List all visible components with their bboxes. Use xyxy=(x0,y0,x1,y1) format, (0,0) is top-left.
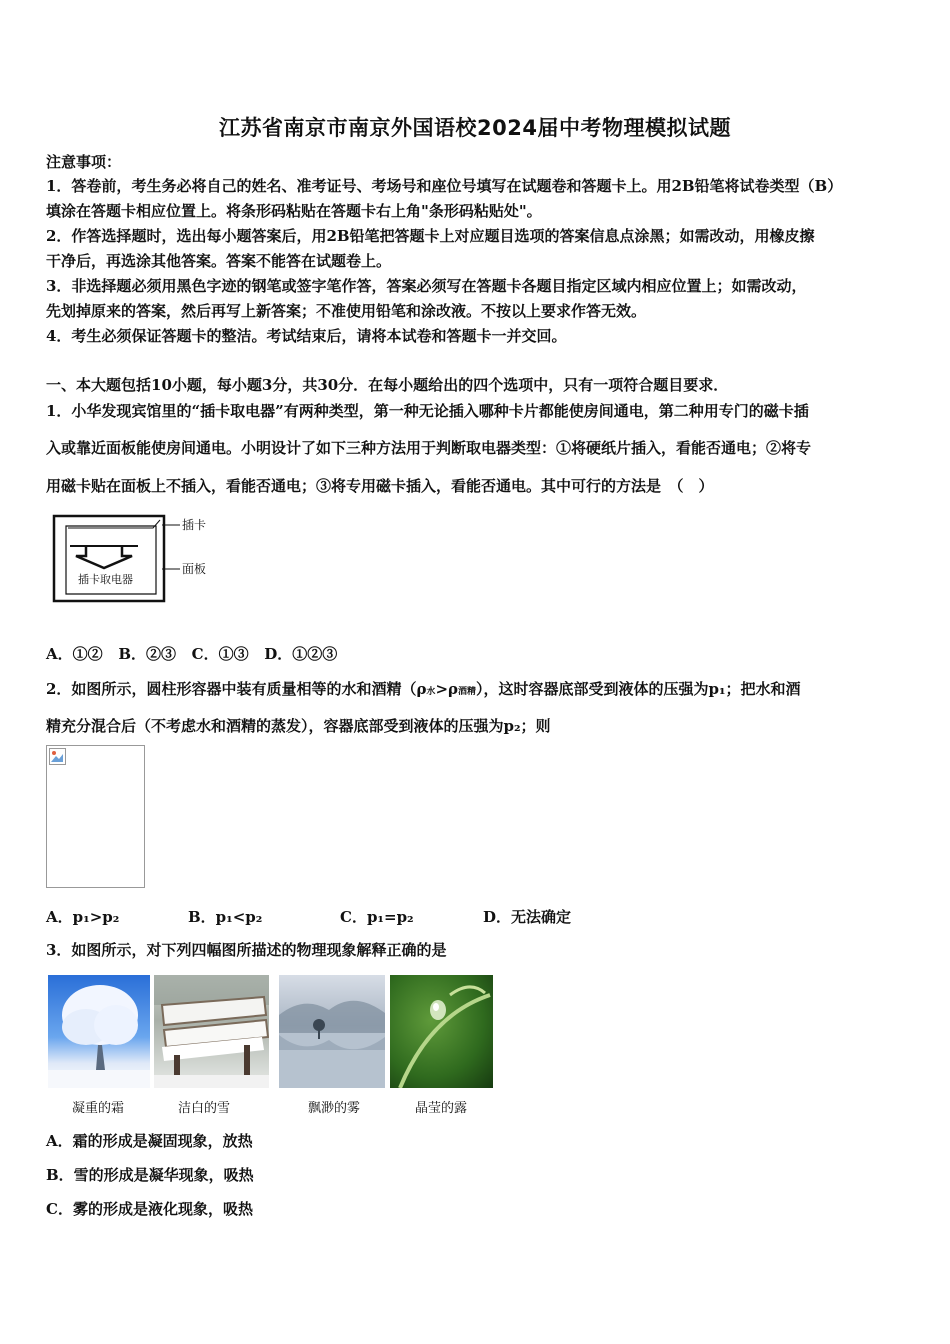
section-heading: 一、本大题包括10小题，每小题3分，共30分．在每小题给出的四个选项中，只有一项符合题目要求． xyxy=(46,376,729,394)
fog-photo xyxy=(279,975,385,1088)
notice-line: 2．作答选择题时，选出每小题答案后，用2B铅笔把答题卡上对应题目选项的答案信息点涂黑；如需改动，用橡皮擦 xyxy=(46,227,815,245)
figure-label-device: 插卡取电器 xyxy=(78,573,133,586)
notice-line: 3．非选择题必须用黑色字迹的钢笔或签字笔作答，答案必须写在答题卡各题目指定区域内相应位置上；如需改动， xyxy=(46,277,807,295)
broken-image-placeholder xyxy=(46,745,145,888)
question-2-line: 精充分混合后（不考虑水和酒精的蒸发），容器底部受到液体的压强为p₂；则 xyxy=(46,717,551,735)
question-3-option-c[interactable]: C．雾的形成是液化现象，吸热 xyxy=(46,1200,253,1218)
option-c[interactable]: C．①③ xyxy=(191,645,249,663)
question-1-line: 用磁卡贴在面板上不插入，看能否通电；③将专用磁卡插入，看能否通电。其中可行的方法是 （ ） xyxy=(46,477,714,495)
broken-image-icon xyxy=(49,748,67,766)
option-a[interactable]: A．①② xyxy=(46,645,103,663)
notice-line: 先划掉原来的答案，然后再写上新答案；不准使用铅笔和涂改液。不按以上要求作答无效。 xyxy=(46,302,647,320)
card-power-switch-figure xyxy=(48,508,223,608)
question-1-line: 入或靠近面板能使房间通电。小明设计了如下三种方法用于判断取电器类型：①将硬纸片插入，看能否通电；②将专 xyxy=(46,439,812,457)
question-2-option-b[interactable]: B．p₁<p₂ xyxy=(188,908,263,926)
question-3-option-b[interactable]: B．雪的形成是凝华现象，吸热 xyxy=(46,1166,254,1184)
question-2-line: 2．如图所示，圆柱形容器中装有质量相等的水和酒精（ρ水>ρ酒精），这时容器底部受到液体的压强为p₁；把水和酒 xyxy=(46,680,801,698)
notice-line: 填涂在答题卡相应位置上。将条形码粘贴在答题卡右上角"条形码粘贴处"。 xyxy=(46,202,542,220)
option-b[interactable]: B．②③ xyxy=(118,645,176,663)
notice-line: 4．考生必须保证答题卡的整洁。考试结束后，请将本试卷和答题卡一并交回。 xyxy=(46,327,567,345)
caption-frost: 凝重的霜 xyxy=(72,1101,125,1116)
question-3-option-a[interactable]: A．霜的形成是凝固现象，放热 xyxy=(46,1132,253,1150)
question-1-line: 1．小华发现宾馆里的“插卡取电器”有两种类型，第一种无论插入哪种卡片都能使房间通电，第二种用专门的磁卡插 xyxy=(46,402,809,420)
caption-fog: 飘渺的雾 xyxy=(308,1101,361,1116)
notice-heading: 注意事项： xyxy=(46,153,122,171)
figure-label-card: 插卡 xyxy=(182,518,207,532)
page-title: 江苏省南京市南京外国语校2024届中考物理模拟试题 xyxy=(219,116,731,140)
dew-photo xyxy=(390,975,493,1088)
notice-line: 干净后，再选涂其他答案。答案不能答在试题卷上。 xyxy=(46,252,392,270)
caption-dew: 晶莹的露 xyxy=(415,1101,468,1116)
notice-line: 1．答卷前，考生务必将自己的姓名、准考证号、考场号和座位号填写在试题卷和答题卡上。用2B铅笔将试卷类型（B） xyxy=(46,177,843,195)
question-3-stem: 3．如图所示，对下列四幅图所描述的物理现象解释正确的是 xyxy=(46,941,447,959)
frost-photo xyxy=(48,975,150,1088)
question-1-options xyxy=(46,644,337,664)
question-2-option-c[interactable]: C．p₁=p₂ xyxy=(340,908,414,926)
question-2-option-d[interactable]: D．无法确定 xyxy=(483,908,572,926)
option-d[interactable]: D．①②③ xyxy=(264,645,338,663)
question-2-option-a[interactable]: A．p₁>p₂ xyxy=(46,908,120,926)
snow-photo xyxy=(154,975,269,1088)
figure-label-panel: 面板 xyxy=(182,562,207,576)
caption-snow: 洁白的雪 xyxy=(178,1101,231,1116)
